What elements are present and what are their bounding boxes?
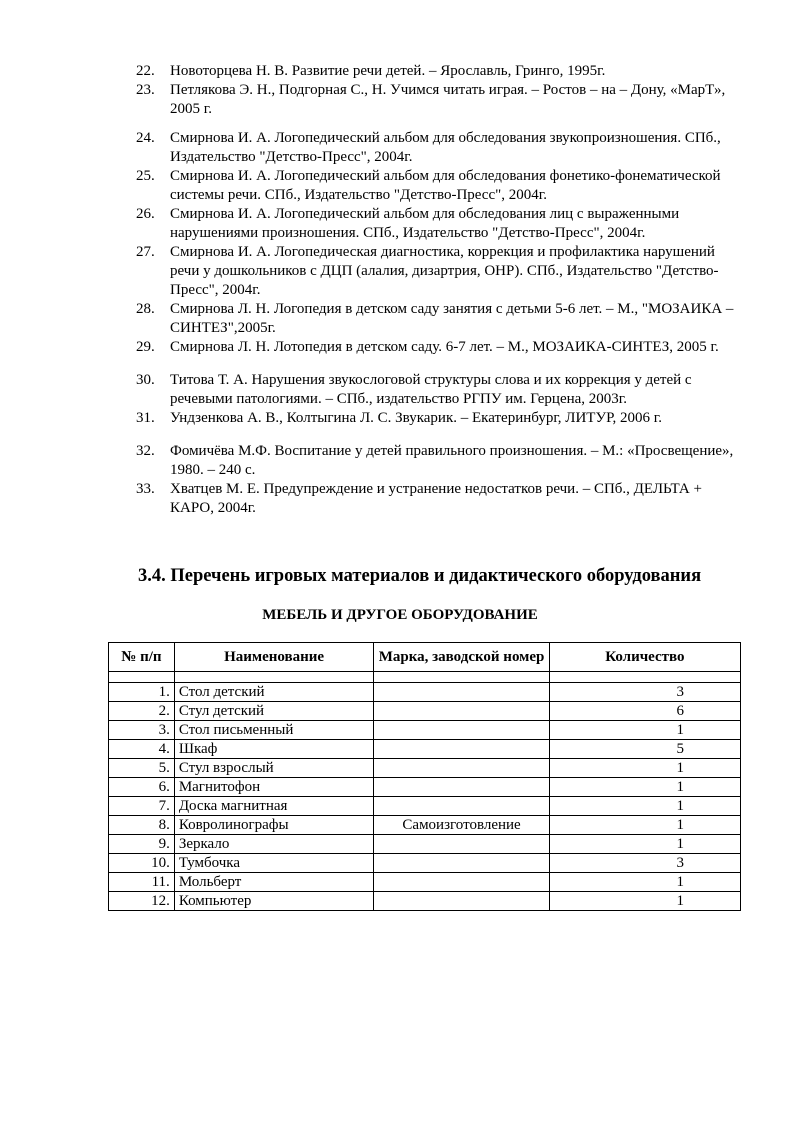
- row-mark: [374, 721, 549, 740]
- row-name: Компьютер: [174, 892, 374, 911]
- row-mark: [374, 778, 549, 797]
- reference-number: 32.: [136, 443, 155, 459]
- reference-number: 24.: [136, 130, 155, 146]
- row-number: 7.: [109, 797, 175, 816]
- table-caption: МЕБЕЛЬ И ДРУГОЕ ОБОРУДОВАНИЕ: [262, 607, 538, 623]
- row-mark: [374, 835, 549, 854]
- table-row: [109, 702, 741, 721]
- row-name: Ковролинографы: [174, 816, 374, 835]
- row-quantity: 1: [549, 835, 740, 854]
- row-number: 5.: [109, 759, 175, 778]
- row-name: Шкаф: [174, 740, 374, 759]
- reference-item: [136, 338, 746, 357]
- row-name: Магнитофон: [174, 778, 374, 797]
- equipment-table: [108, 642, 741, 911]
- reference-item: [136, 205, 746, 243]
- header-number: № п/п: [109, 643, 175, 672]
- spacer-cell: [549, 672, 740, 683]
- reference-number: 30.: [136, 372, 155, 388]
- reference-text: Новоторцева Н. В. Развитие речи детей. – Ярославль, Гринго, 1995г.: [170, 63, 606, 79]
- reference-text: Ундзенкова А. В., Колтыгина Л. С. Звукарик. – Екатеринбург, ЛИТУР, 2006 г.: [170, 410, 662, 426]
- row-name: Стол детский: [174, 683, 374, 702]
- row-quantity: 1: [549, 759, 740, 778]
- table-row: [109, 835, 741, 854]
- table-row: [109, 816, 741, 835]
- row-number: 9.: [109, 835, 175, 854]
- row-quantity: 3: [549, 854, 740, 873]
- row-number: 10.: [109, 854, 175, 873]
- reference-item: [136, 409, 746, 428]
- reference-number: 23.: [136, 82, 155, 98]
- row-quantity: 3: [549, 683, 740, 702]
- reference-number: 31.: [136, 410, 155, 426]
- row-quantity: 5: [549, 740, 740, 759]
- reference-text: Петлякова Э. Н., Подгорная С., Н. Учимся читать играя. – Ростов – на – Дону, «МарТ», 2005 г.: [170, 82, 726, 117]
- row-number: 6.: [109, 778, 175, 797]
- reference-text: Смирнова Л. Н. Лотопедия в детском саду. 6-7 лет. – М., МОЗАИКА-СИНТЕЗ, 2005 г.: [170, 339, 719, 355]
- row-name: Доска магнитная: [174, 797, 374, 816]
- row-mark: [374, 702, 549, 721]
- row-mark: [374, 873, 549, 892]
- row-number: 3.: [109, 721, 175, 740]
- reference-item: [136, 243, 746, 300]
- spacer-cell: [174, 672, 374, 683]
- reference-item: [136, 129, 746, 167]
- reference-number: 29.: [136, 339, 155, 355]
- section-title: 3.4. Перечень игровых материалов и дидактического оборудования: [138, 566, 702, 586]
- reference-text: Смирнова И. А. Логопедический альбом для обследования фонетико-фонематической системы речи. СПб., Издательство "Детство-Пресс", 2004г.: [170, 168, 721, 203]
- row-name: Зеркало: [174, 835, 374, 854]
- reference-text: Смирнова И. А. Логопедическая диагностика, коррекция и профилактика нарушений речи у дошкольников с ДЦП (алалия, дизартрия, ОНР). СПб., Издательство "Детство-Пресс", 2004г.: [170, 244, 719, 298]
- row-name: Стул детский: [174, 702, 374, 721]
- reference-number: 26.: [136, 206, 155, 222]
- header-mark: Марка, заводской номер: [374, 643, 549, 672]
- reference-text: Смирнова И. А. Логопедический альбом для обследования звукопроизношения. СПб., Издательство "Детство-Пресс", 2004г.: [170, 130, 721, 165]
- row-name: Мольберт: [174, 873, 374, 892]
- reference-text: Смирнова Л. Н. Логопедия в детском саду занятия с детьми 5-6 лет. – М., "МОЗАИКА – СИНТЕЗ",2005г.: [170, 301, 734, 336]
- row-quantity: 1: [549, 778, 740, 797]
- row-number: 2.: [109, 702, 175, 721]
- row-mark: [374, 740, 549, 759]
- header-quantity: Количество: [549, 643, 740, 672]
- table-row: [109, 892, 741, 911]
- row-number: 8.: [109, 816, 175, 835]
- table-row: [109, 721, 741, 740]
- table-row: [109, 683, 741, 702]
- reference-item: [136, 442, 746, 480]
- row-number: 1.: [109, 683, 175, 702]
- reference-number: 33.: [136, 481, 155, 497]
- row-number: 12.: [109, 892, 175, 911]
- row-mark: [374, 683, 549, 702]
- reference-number: 27.: [136, 244, 155, 260]
- table-row: [109, 740, 741, 759]
- reference-number: 25.: [136, 168, 155, 184]
- header-name: Наименование: [174, 643, 374, 672]
- row-mark: [374, 854, 549, 873]
- row-quantity: 1: [549, 816, 740, 835]
- row-number: 11.: [109, 873, 175, 892]
- table-row: [109, 854, 741, 873]
- table-row: [109, 873, 741, 892]
- reference-list: [136, 62, 746, 518]
- row-number: 4.: [109, 740, 175, 759]
- row-quantity: 1: [549, 721, 740, 740]
- row-quantity: 1: [549, 797, 740, 816]
- reference-number: 28.: [136, 301, 155, 317]
- row-quantity: 6: [549, 702, 740, 721]
- reference-item: [136, 81, 746, 119]
- table-header-row: [109, 643, 741, 672]
- reference-number: 22.: [136, 63, 155, 79]
- row-quantity: 1: [549, 873, 740, 892]
- row-name: Стол письменный: [174, 721, 374, 740]
- spacer-cell: [109, 672, 175, 683]
- row-mark: [374, 759, 549, 778]
- row-mark: Самоизготовление: [374, 816, 549, 835]
- spacer-cell: [374, 672, 549, 683]
- reference-item: [136, 62, 746, 81]
- reference-item: [136, 371, 746, 409]
- table-row: [109, 778, 741, 797]
- reference-text: Хватцев М. Е. Предупреждение и устранение недостатков речи. – СПб., ДЕЛЬТА + КАРО, 2004г.: [170, 481, 702, 516]
- reference-text: Смирнова И. А. Логопедический альбом для обследования лиц с выраженными нарушениями произношения. СПб., Издательство "Детство-Пресс", 2004г.: [170, 206, 680, 241]
- row-name: Стул взрослый: [174, 759, 374, 778]
- row-quantity: 1: [549, 892, 740, 911]
- reference-item: [136, 167, 746, 205]
- table-spacer-row: [109, 672, 741, 683]
- reference-item: [136, 480, 746, 518]
- reference-text: Фомичёва М.Ф. Воспитание у детей правильного произношения. – М.: «Просвещение», 1980. – 240 с.: [170, 443, 734, 478]
- reference-item: [136, 300, 746, 338]
- row-mark: [374, 797, 549, 816]
- row-name: Тумбочка: [174, 854, 374, 873]
- table-row: [109, 759, 741, 778]
- reference-text: Титова Т. А. Нарушения звукослоговой структуры слова и их коррекция у детей с речевыми патологиями. – СПб., издательство РГПУ им. Герцена, 2003г.: [170, 372, 692, 407]
- table-row: [109, 797, 741, 816]
- table-body: [109, 672, 741, 911]
- row-mark: [374, 892, 549, 911]
